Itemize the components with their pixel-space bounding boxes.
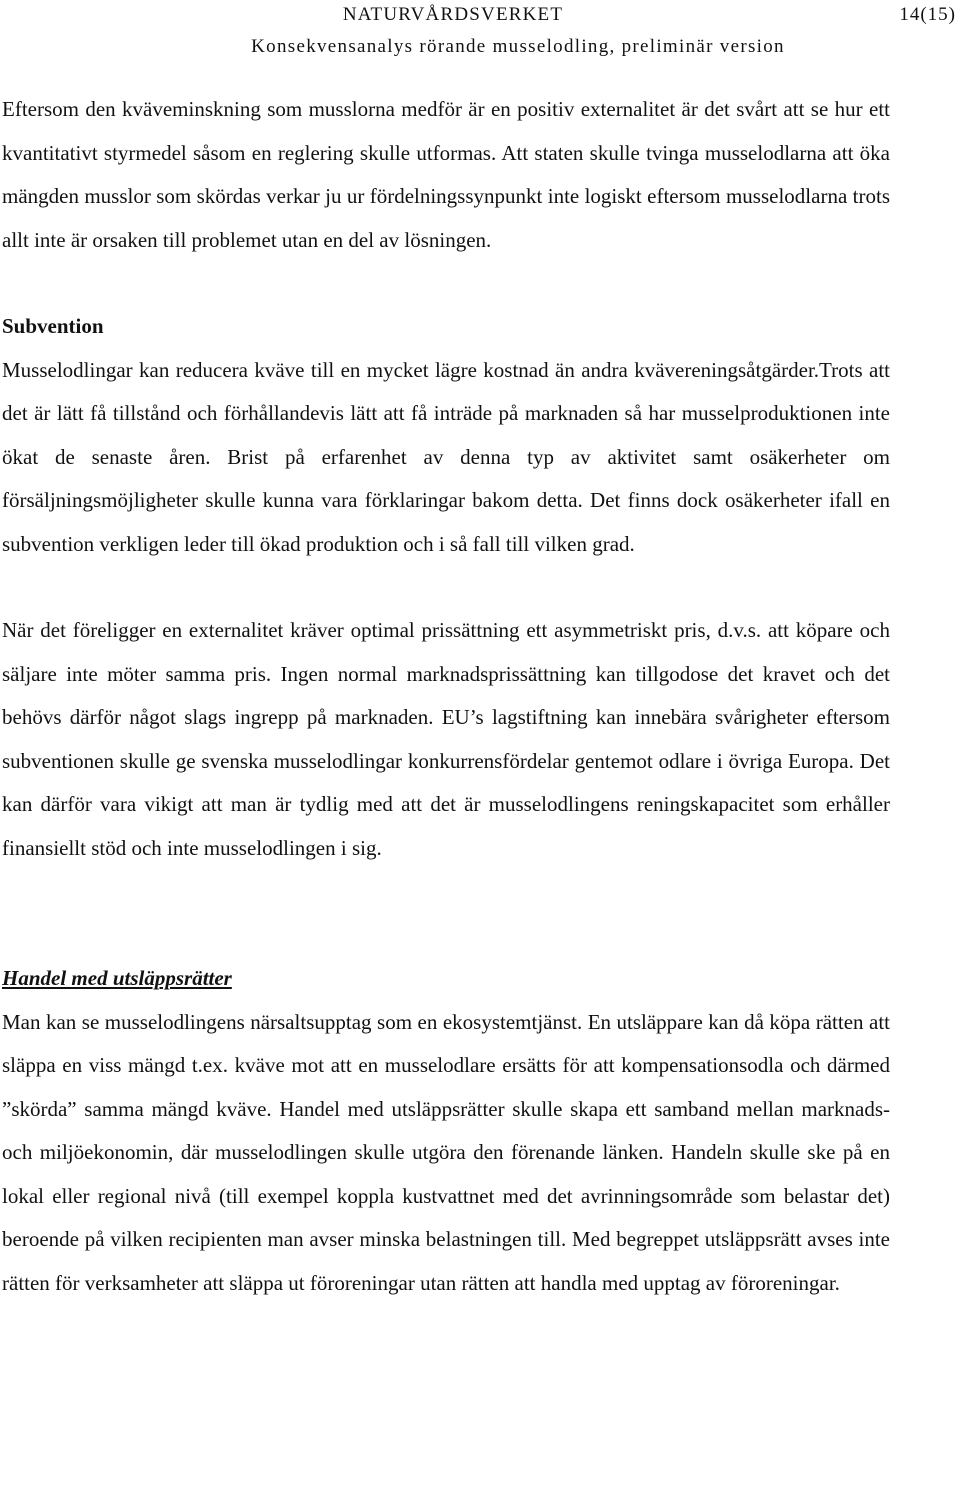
heading-handel: Handel med utsläppsrätter <box>2 966 232 990</box>
header-subtitle: Konsekvensanalys rörande musselodling, preliminär version <box>251 36 785 57</box>
paragraph-spacer <box>2 566 890 609</box>
paragraph-prissattning: När det föreligger en externalitet kräver optimal prissättning ett asymmetriskt pris, d.v.s. att köpare och säljare inte möter samma pris. Ingen normal marknadsprissättning kan tillgodose det kravet och det behövs därför något slags ingrepp på marknaden. EU’s lagstiftning kan innebära svårigheter eftersom subventionen skulle ge svenska musselodlingar konkurrensfördelar gentemot odlare i övriga Europa. Det kan därför vara vikigt att man är tydlig med att det är musselodlingens reningskapacitet som erhåller finansiellt stöd och inte musselodlingen i sig. <box>2 618 890 860</box>
paragraph-spacer <box>2 870 890 957</box>
heading-subvention: Subvention <box>2 314 104 338</box>
paragraph-externalitet: Eftersom den kväveminskning som musslorna medför är en positiv externalitet är det svårt att se hur ett kvantitativt styrmedel såsom en reglering skulle utformas. Att staten skulle tvinga musselodlarna att öka mängden musslor som skördas verkar ju ur fördelningssynpunkt inte logiskt eftersom musselodlarna trots allt inte är orsaken till problemet utan en del av lösningen. <box>2 97 890 252</box>
paragraph-subvention: Musselodlingar kan reducera kväve till en mycket lägre kostnad än andra kvävereningsåtgärder.Trots att det är lätt få tillstånd och förhållandevis lätt att få inträde på marknaden så har musselproduktionen inte ökat de senaste åren. Brist på erfarenhet av denna typ av aktivitet samt osäkerheter om försäljningsmöjligheter skulle kunna vara förklaringar bakom detta. Det finns dock osäkerheter ifall en subvention verkligen leder till ökad produktion och i så fall till vilken grad. <box>2 357 890 556</box>
paragraph-spacer <box>2 262 890 305</box>
paragraph-handel: Man kan se musselodlingens närsaltsupptag som en ekosystemtjänst. En utsläppare kan då köpa rätten att släppa en viss mängd t.ex. kväve mot att en musselodlare ersätts för att kompensationsodla och därmed ”skörda” samma mängd kväve. Handel med utsläppsrätter skulle skapa ett samband mellan marknads- och miljöekonomin, där musselodlingen skulle utgöra den förenande länken. Handeln skulle ske på en lokal eller regional nivå (till exempel koppla kustvattnet med det avrinningsområde som belastar det) beroende på vilken recipienten man avser minska belastningen till. Med begreppet utsläppsrätt avses inte rätten för verksamheter att släppa ut föroreningar utan rätten att handla med upptag av föroreningar. <box>2 1009 890 1295</box>
page-number: 14(15) <box>899 4 956 25</box>
page-header <box>0 4 960 60</box>
document-body <box>2 88 890 1305</box>
header-organization: NATURVÅRDSVERKET <box>342 4 564 25</box>
